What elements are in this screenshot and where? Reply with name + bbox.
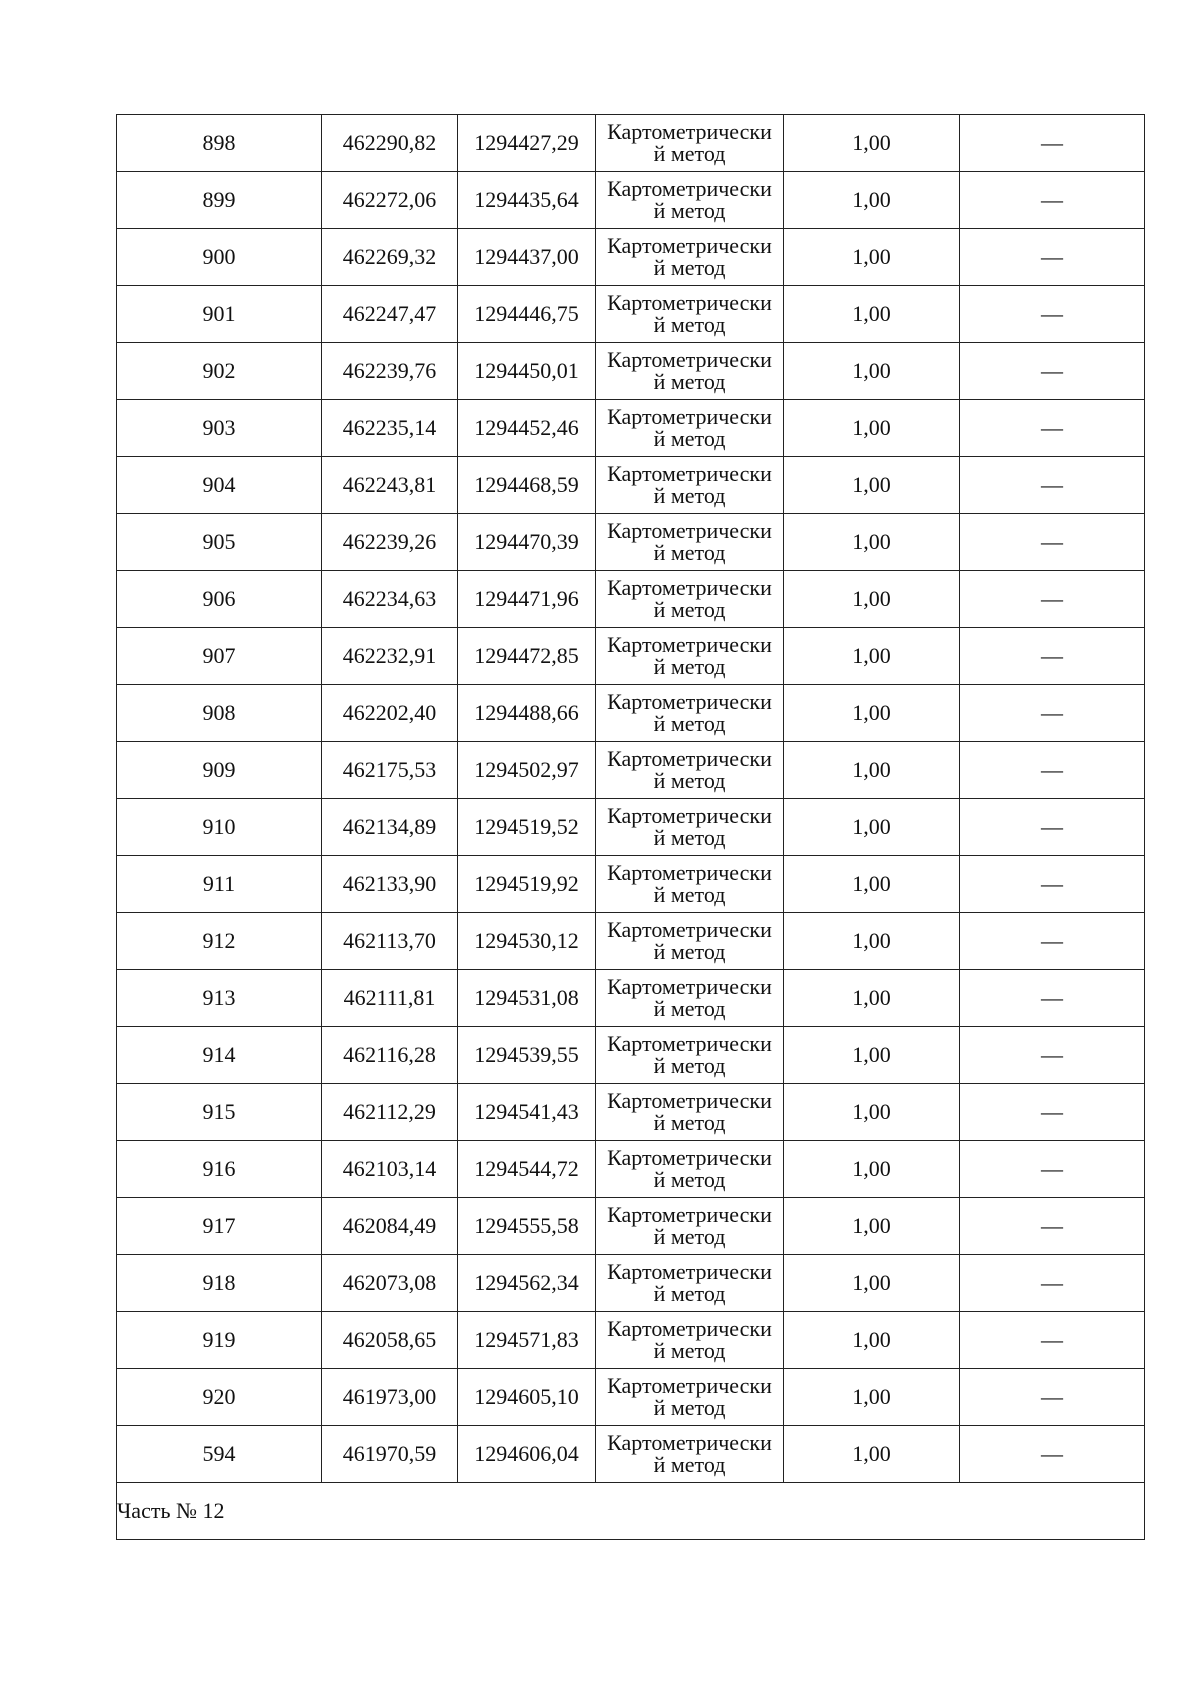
point-number-cell: 916	[117, 1141, 322, 1198]
table-row	[117, 913, 1145, 970]
accuracy-cell: 1,00	[784, 628, 960, 685]
point-number-cell: 898	[117, 115, 322, 172]
method-line-2: й метод	[653, 654, 726, 679]
point-number-cell: 903	[117, 400, 322, 457]
method-line-1: Картометрически	[607, 917, 772, 942]
method-cell	[596, 1141, 784, 1198]
method-line-1: Картометрически	[607, 746, 772, 771]
description-cell: —	[960, 1255, 1145, 1312]
description-cell: —	[960, 742, 1145, 799]
method-line-1: Картометрически	[607, 1202, 772, 1227]
point-number-cell: 902	[117, 343, 322, 400]
coordinate-x-cell: 462247,47	[322, 286, 458, 343]
coordinate-x-cell: 462112,29	[322, 1084, 458, 1141]
coordinate-x-cell: 462134,89	[322, 799, 458, 856]
method-line-2: й метод	[653, 1110, 726, 1135]
table-row	[117, 115, 1145, 172]
method-cell	[596, 115, 784, 172]
description-cell: —	[960, 115, 1145, 172]
table-row	[117, 1027, 1145, 1084]
accuracy-cell: 1,00	[784, 571, 960, 628]
method-line-2: й метод	[653, 1224, 726, 1249]
coordinate-y-cell: 1294437,00	[458, 229, 596, 286]
method-cell	[596, 514, 784, 571]
coordinate-y-cell: 1294471,96	[458, 571, 596, 628]
table-row	[117, 457, 1145, 514]
coordinate-x-cell: 462103,14	[322, 1141, 458, 1198]
method-line-2: й метод	[653, 939, 726, 964]
method-line-1: Картометрически	[607, 1316, 772, 1341]
table-row	[117, 856, 1145, 913]
method-cell	[596, 1198, 784, 1255]
description-cell: —	[960, 1312, 1145, 1369]
description-cell: —	[960, 1369, 1145, 1426]
table-row	[117, 1198, 1145, 1255]
method-line-1: Картометрически	[607, 119, 772, 144]
accuracy-cell: 1,00	[784, 913, 960, 970]
method-line-1: Картометрически	[607, 689, 772, 714]
method-line-2: й метод	[653, 996, 726, 1021]
method-line-2: й метод	[653, 711, 726, 736]
point-number-cell: 918	[117, 1255, 322, 1312]
method-line-2: й метод	[653, 1452, 726, 1477]
coordinate-y-cell: 1294606,04	[458, 1426, 596, 1483]
accuracy-cell: 1,00	[784, 1255, 960, 1312]
description-cell: —	[960, 856, 1145, 913]
coordinate-x-cell: 462272,06	[322, 172, 458, 229]
table-row	[117, 1255, 1145, 1312]
method-cell	[596, 286, 784, 343]
point-number-cell: 900	[117, 229, 322, 286]
coordinate-x-cell: 462239,76	[322, 343, 458, 400]
coordinate-x-cell: 462084,49	[322, 1198, 458, 1255]
point-number-cell: 901	[117, 286, 322, 343]
method-line-2: й метод	[653, 597, 726, 622]
description-cell: —	[960, 286, 1145, 343]
method-line-2: й метод	[653, 1167, 726, 1192]
table-row	[117, 1312, 1145, 1369]
coordinate-x-cell: 462243,81	[322, 457, 458, 514]
description-cell: —	[960, 172, 1145, 229]
coordinate-y-cell: 1294571,83	[458, 1312, 596, 1369]
table-row	[117, 229, 1145, 286]
description-cell: —	[960, 229, 1145, 286]
description-cell: —	[960, 457, 1145, 514]
coordinate-y-cell: 1294472,85	[458, 628, 596, 685]
accuracy-cell: 1,00	[784, 1369, 960, 1426]
accuracy-cell: 1,00	[784, 685, 960, 742]
coordinate-y-cell: 1294539,55	[458, 1027, 596, 1084]
method-cell	[596, 913, 784, 970]
accuracy-cell: 1,00	[784, 856, 960, 913]
method-cell	[596, 571, 784, 628]
point-number-cell: 594	[117, 1426, 322, 1483]
method-cell	[596, 1369, 784, 1426]
point-number-cell: 915	[117, 1084, 322, 1141]
accuracy-cell: 1,00	[784, 457, 960, 514]
coordinate-x-cell: 462239,26	[322, 514, 458, 571]
method-cell	[596, 1312, 784, 1369]
method-line-1: Картометрически	[607, 1259, 772, 1284]
coordinate-y-cell: 1294562,34	[458, 1255, 596, 1312]
method-cell	[596, 970, 784, 1027]
table-row	[117, 343, 1145, 400]
coordinate-x-cell: 462113,70	[322, 913, 458, 970]
coordinate-y-cell: 1294502,97	[458, 742, 596, 799]
method-line-1: Картометрически	[607, 632, 772, 657]
method-line-1: Картометрически	[607, 233, 772, 258]
coordinate-y-cell: 1294544,72	[458, 1141, 596, 1198]
description-cell: —	[960, 628, 1145, 685]
accuracy-cell: 1,00	[784, 514, 960, 571]
method-line-2: й метод	[653, 255, 726, 280]
point-number-cell: 911	[117, 856, 322, 913]
table-row	[117, 514, 1145, 571]
method-line-1: Картометрически	[607, 518, 772, 543]
coordinate-y-cell: 1294488,66	[458, 685, 596, 742]
coordinate-y-cell: 1294530,12	[458, 913, 596, 970]
method-line-1: Картометрически	[607, 290, 772, 315]
method-line-2: й метод	[653, 426, 726, 451]
point-number-cell: 906	[117, 571, 322, 628]
coordinates-table-body	[117, 115, 1145, 1483]
table-row	[117, 1426, 1145, 1483]
point-number-cell: 907	[117, 628, 322, 685]
coordinate-x-cell: 462269,32	[322, 229, 458, 286]
table-row	[117, 685, 1145, 742]
accuracy-cell: 1,00	[784, 1141, 960, 1198]
coordinate-x-cell: 461970,59	[322, 1426, 458, 1483]
method-line-1: Картометрически	[607, 1088, 772, 1113]
table-row	[117, 571, 1145, 628]
description-cell: —	[960, 685, 1145, 742]
method-cell	[596, 856, 784, 913]
coordinate-y-cell: 1294519,92	[458, 856, 596, 913]
accuracy-cell: 1,00	[784, 172, 960, 229]
description-cell: —	[960, 1141, 1145, 1198]
method-line-2: й метод	[653, 825, 726, 850]
method-line-2: й метод	[653, 369, 726, 394]
point-number-cell: 914	[117, 1027, 322, 1084]
method-line-1: Картометрически	[607, 404, 772, 429]
description-cell: —	[960, 571, 1145, 628]
coordinate-y-cell: 1294531,08	[458, 970, 596, 1027]
table-row	[117, 1141, 1145, 1198]
method-line-2: й метод	[653, 483, 726, 508]
method-cell	[596, 229, 784, 286]
method-line-2: й метод	[653, 1395, 726, 1420]
description-cell: —	[960, 1027, 1145, 1084]
table-row	[117, 628, 1145, 685]
description-cell: —	[960, 1426, 1145, 1483]
method-line-2: й метод	[653, 198, 726, 223]
method-cell	[596, 1027, 784, 1084]
description-cell: —	[960, 1198, 1145, 1255]
coordinate-y-cell: 1294446,75	[458, 286, 596, 343]
method-cell	[596, 628, 784, 685]
accuracy-cell: 1,00	[784, 970, 960, 1027]
table-row	[117, 1084, 1145, 1141]
accuracy-cell: 1,00	[784, 400, 960, 457]
method-line-1: Картометрически	[607, 860, 772, 885]
method-line-2: й метод	[653, 1053, 726, 1078]
accuracy-cell: 1,00	[784, 799, 960, 856]
point-number-cell: 899	[117, 172, 322, 229]
coordinate-y-cell: 1294541,43	[458, 1084, 596, 1141]
description-cell: —	[960, 970, 1145, 1027]
part-row	[117, 1483, 1145, 1540]
description-cell: —	[960, 913, 1145, 970]
method-cell	[596, 343, 784, 400]
method-line-1: Картометрически	[607, 575, 772, 600]
point-number-cell: 904	[117, 457, 322, 514]
method-line-2: й метод	[653, 540, 726, 565]
coordinate-y-cell: 1294435,64	[458, 172, 596, 229]
method-line-1: Картометрически	[607, 461, 772, 486]
description-cell: —	[960, 1084, 1145, 1141]
method-line-2: й метод	[653, 1281, 726, 1306]
coordinate-y-cell: 1294450,01	[458, 343, 596, 400]
accuracy-cell: 1,00	[784, 1198, 960, 1255]
accuracy-cell: 1,00	[784, 1027, 960, 1084]
coordinate-y-cell: 1294470,39	[458, 514, 596, 571]
method-line-1: Картометрически	[607, 974, 772, 999]
coordinate-x-cell: 462111,81	[322, 970, 458, 1027]
table-row	[117, 970, 1145, 1027]
method-line-2: й метод	[653, 141, 726, 166]
coordinate-y-cell: 1294519,52	[458, 799, 596, 856]
coordinate-y-cell: 1294605,10	[458, 1369, 596, 1426]
point-number-cell: 910	[117, 799, 322, 856]
coordinate-x-cell: 462073,08	[322, 1255, 458, 1312]
coordinate-x-cell: 462234,63	[322, 571, 458, 628]
method-line-2: й метод	[653, 312, 726, 337]
table-row	[117, 1369, 1145, 1426]
method-line-1: Картометрически	[607, 1373, 772, 1398]
method-line-1: Картометрически	[607, 1430, 772, 1455]
method-line-1: Картометрически	[607, 1145, 772, 1170]
point-number-cell: 920	[117, 1369, 322, 1426]
coordinate-x-cell: 461973,00	[322, 1369, 458, 1426]
method-cell	[596, 799, 784, 856]
point-number-cell: 908	[117, 685, 322, 742]
method-line-1: Картометрически	[607, 176, 772, 201]
accuracy-cell: 1,00	[784, 1084, 960, 1141]
accuracy-cell: 1,00	[784, 1426, 960, 1483]
table-row	[117, 742, 1145, 799]
coordinate-x-cell: 462232,91	[322, 628, 458, 685]
accuracy-cell: 1,00	[784, 742, 960, 799]
point-number-cell: 919	[117, 1312, 322, 1369]
coordinate-y-cell: 1294468,59	[458, 457, 596, 514]
method-cell	[596, 172, 784, 229]
point-number-cell: 912	[117, 913, 322, 970]
point-number-cell: 917	[117, 1198, 322, 1255]
accuracy-cell: 1,00	[784, 1312, 960, 1369]
method-cell	[596, 742, 784, 799]
method-cell	[596, 685, 784, 742]
table-row	[117, 172, 1145, 229]
method-line-1: Картометрически	[607, 347, 772, 372]
method-line-1: Картометрически	[607, 1031, 772, 1056]
coordinate-x-cell: 462235,14	[322, 400, 458, 457]
coordinate-y-cell: 1294427,29	[458, 115, 596, 172]
accuracy-cell: 1,00	[784, 286, 960, 343]
coordinate-x-cell: 462058,65	[322, 1312, 458, 1369]
table-row	[117, 799, 1145, 856]
table-row	[117, 400, 1145, 457]
coordinate-x-cell: 462175,53	[322, 742, 458, 799]
coordinate-x-cell: 462116,28	[322, 1027, 458, 1084]
accuracy-cell: 1,00	[784, 229, 960, 286]
point-number-cell: 909	[117, 742, 322, 799]
coordinate-x-cell: 462290,82	[322, 115, 458, 172]
method-cell	[596, 400, 784, 457]
method-cell	[596, 1084, 784, 1141]
description-cell: —	[960, 799, 1145, 856]
description-cell: —	[960, 514, 1145, 571]
coordinate-y-cell: 1294555,58	[458, 1198, 596, 1255]
description-cell: —	[960, 400, 1145, 457]
method-cell	[596, 1426, 784, 1483]
method-line-2: й метод	[653, 882, 726, 907]
method-cell	[596, 457, 784, 514]
method-line-2: й метод	[653, 1338, 726, 1363]
coordinate-x-cell: 462133,90	[322, 856, 458, 913]
table-row	[117, 286, 1145, 343]
method-cell	[596, 1255, 784, 1312]
method-line-1: Картометрически	[607, 803, 772, 828]
point-number-cell: 905	[117, 514, 322, 571]
accuracy-cell: 1,00	[784, 115, 960, 172]
method-line-2: й метод	[653, 768, 726, 793]
description-cell: —	[960, 343, 1145, 400]
coordinates-table	[116, 114, 1145, 1540]
part-label: Часть № 12	[117, 1483, 1145, 1540]
accuracy-cell: 1,00	[784, 343, 960, 400]
coordinate-y-cell: 1294452,46	[458, 400, 596, 457]
coordinate-x-cell: 462202,40	[322, 685, 458, 742]
point-number-cell: 913	[117, 970, 322, 1027]
